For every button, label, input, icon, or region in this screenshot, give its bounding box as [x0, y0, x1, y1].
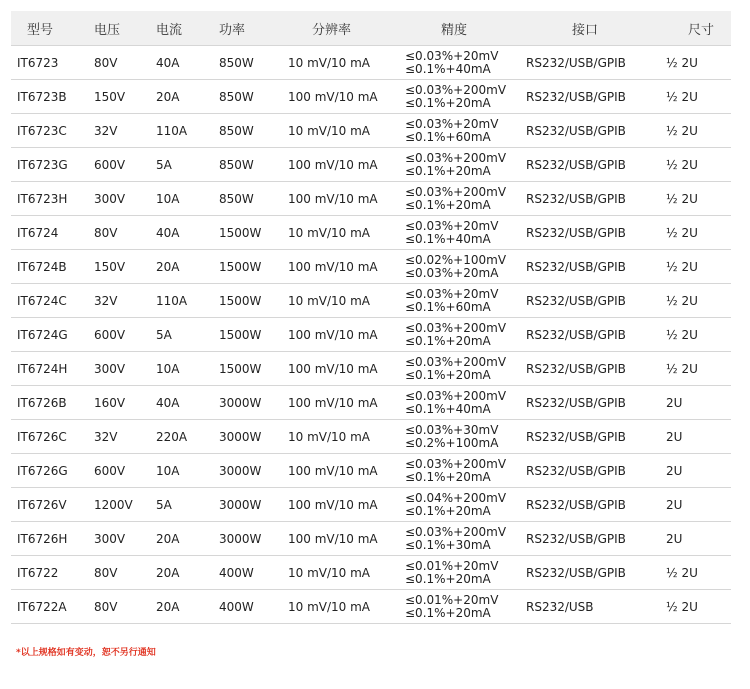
cell-accuracy: [405, 590, 526, 624]
accuracy-voltage: ≤0.04%+200mV: [405, 490, 507, 505]
cell-model: IT6724: [11, 216, 94, 250]
cell-resolution: 100 mV/10 mA: [288, 250, 405, 284]
cell-resolution: 100 mV/10 mA: [288, 488, 405, 522]
cell-model: IT6723G: [11, 148, 94, 182]
cell-power: 3000W: [219, 454, 288, 488]
cell-accuracy: [405, 182, 526, 216]
table-row: [11, 352, 731, 386]
cell-model: IT6726G: [11, 454, 94, 488]
cell-accuracy: [405, 284, 526, 318]
cell-interface: RS232/USB/GPIB: [526, 318, 666, 352]
cell-power: 1500W: [219, 250, 288, 284]
cell-resolution: 10 mV/10 mA: [288, 46, 405, 80]
cell-size: ½ 2U: [666, 556, 731, 590]
cell-accuracy: [405, 556, 526, 590]
table-body: [11, 46, 731, 624]
cell-size: ½ 2U: [666, 46, 731, 80]
cell-size: 2U: [666, 454, 731, 488]
cell-accuracy: [405, 148, 526, 182]
cell-model: IT6723: [11, 46, 94, 80]
cell-resolution: 100 mV/10 mA: [288, 522, 405, 556]
footnote: *以上规格如有变动，恕不另行通知: [16, 648, 156, 658]
cell-model: IT6726V: [11, 488, 94, 522]
cell-voltage: 160V: [94, 386, 156, 420]
accuracy-current: ≤0.1%+20mA: [405, 605, 491, 620]
accuracy-voltage: ≤0.03%+200mV: [405, 354, 507, 369]
cell-size: ½ 2U: [666, 114, 731, 148]
cell-current: 5A: [156, 318, 219, 352]
cell-size: ½ 2U: [666, 182, 731, 216]
cell-power: 3000W: [219, 522, 288, 556]
header-accuracy: 精度: [405, 11, 526, 46]
cell-power: 850W: [219, 80, 288, 114]
cell-model: IT6723H: [11, 182, 94, 216]
cell-voltage: 600V: [94, 148, 156, 182]
accuracy-current: ≤0.1%+20mA: [405, 469, 491, 484]
accuracy-voltage: ≤0.03%+200mV: [405, 456, 507, 471]
cell-resolution: 100 mV/10 mA: [288, 148, 405, 182]
cell-accuracy: [405, 352, 526, 386]
table-row: [11, 148, 731, 182]
accuracy-current: ≤0.2%+100mA: [405, 435, 499, 450]
accuracy-current: ≤0.1%+40mA: [405, 61, 491, 76]
cell-interface: RS232/USB/GPIB: [526, 114, 666, 148]
cell-voltage: 32V: [94, 420, 156, 454]
table-row: [11, 182, 731, 216]
table-row: [11, 556, 731, 590]
cell-current: 10A: [156, 454, 219, 488]
accuracy-voltage: ≤0.03%+200mV: [405, 524, 507, 539]
cell-size: 2U: [666, 386, 731, 420]
cell-resolution: 10 mV/10 mA: [288, 216, 405, 250]
cell-accuracy: [405, 522, 526, 556]
cell-current: 40A: [156, 216, 219, 250]
cell-model: IT6724H: [11, 352, 94, 386]
cell-power: 850W: [219, 114, 288, 148]
table-row: [11, 80, 731, 114]
cell-accuracy: [405, 80, 526, 114]
table-row: [11, 590, 731, 624]
accuracy-voltage: ≤0.03%+200mV: [405, 184, 507, 199]
accuracy-current: ≤0.1%+20mA: [405, 367, 491, 382]
cell-power: 850W: [219, 182, 288, 216]
cell-interface: RS232/USB/GPIB: [526, 216, 666, 250]
cell-model: IT6722A: [11, 590, 94, 624]
cell-model: IT6723B: [11, 80, 94, 114]
table-row: [11, 216, 731, 250]
cell-current: 110A: [156, 284, 219, 318]
cell-resolution: 10 mV/10 mA: [288, 556, 405, 590]
cell-size: ½ 2U: [666, 318, 731, 352]
table-row: [11, 522, 731, 556]
accuracy-current: ≤0.03%+20mA: [405, 265, 499, 280]
cell-resolution: 100 mV/10 mA: [288, 386, 405, 420]
cell-resolution: 100 mV/10 mA: [288, 318, 405, 352]
cell-voltage: 600V: [94, 318, 156, 352]
accuracy-current: ≤0.1%+20mA: [405, 95, 491, 110]
accuracy-voltage: ≤0.03%+200mV: [405, 388, 507, 403]
cell-resolution: 10 mV/10 mA: [288, 114, 405, 148]
spec-table: [11, 11, 731, 624]
cell-model: IT6726B: [11, 386, 94, 420]
cell-power: 1500W: [219, 216, 288, 250]
cell-accuracy: [405, 114, 526, 148]
cell-model: IT6726H: [11, 522, 94, 556]
accuracy-voltage: ≤0.02%+100mV: [405, 252, 507, 267]
accuracy-voltage: ≤0.03%+20mV: [405, 116, 499, 131]
cell-size: 2U: [666, 522, 731, 556]
header-power: 功率: [219, 11, 288, 46]
accuracy-voltage: ≤0.03%+30mV: [405, 422, 499, 437]
cell-voltage: 600V: [94, 454, 156, 488]
cell-size: ½ 2U: [666, 284, 731, 318]
cell-voltage: 32V: [94, 114, 156, 148]
cell-current: 220A: [156, 420, 219, 454]
cell-resolution: 100 mV/10 mA: [288, 454, 405, 488]
cell-power: 3000W: [219, 386, 288, 420]
cell-current: 5A: [156, 148, 219, 182]
accuracy-current: ≤0.1%+40mA: [405, 231, 491, 246]
cell-voltage: 80V: [94, 216, 156, 250]
accuracy-voltage: ≤0.03%+200mV: [405, 150, 507, 165]
table-row: [11, 46, 731, 80]
accuracy-current: ≤0.1%+40mA: [405, 401, 491, 416]
cell-power: 1500W: [219, 284, 288, 318]
cell-interface: RS232/USB/GPIB: [526, 284, 666, 318]
cell-model: IT6726C: [11, 420, 94, 454]
cell-interface: RS232/USB/GPIB: [526, 80, 666, 114]
header-resolution: 分辨率: [288, 11, 405, 46]
cell-power: 3000W: [219, 420, 288, 454]
cell-size: ½ 2U: [666, 216, 731, 250]
cell-interface: RS232/USB/GPIB: [526, 250, 666, 284]
accuracy-current: ≤0.1%+20mA: [405, 197, 491, 212]
accuracy-current: ≤0.1%+60mA: [405, 129, 491, 144]
spec-table-wrapper: [11, 11, 731, 624]
accuracy-voltage: ≤0.03%+200mV: [405, 82, 507, 97]
cell-model: IT6724G: [11, 318, 94, 352]
accuracy-voltage: ≤0.01%+20mV: [405, 558, 499, 573]
cell-current: 20A: [156, 250, 219, 284]
cell-interface: RS232/USB: [526, 590, 666, 624]
cell-size: 2U: [666, 420, 731, 454]
cell-interface: RS232/USB/GPIB: [526, 488, 666, 522]
cell-accuracy: [405, 250, 526, 284]
cell-model: IT6724C: [11, 284, 94, 318]
accuracy-voltage: ≤0.03%+200mV: [405, 320, 507, 335]
table-row: [11, 250, 731, 284]
cell-voltage: 32V: [94, 284, 156, 318]
cell-interface: RS232/USB/GPIB: [526, 454, 666, 488]
header-voltage: 电压: [94, 11, 156, 46]
accuracy-current: ≤0.1%+20mA: [405, 503, 491, 518]
accuracy-current: ≤0.1%+20mA: [405, 333, 491, 348]
cell-voltage: 150V: [94, 80, 156, 114]
accuracy-voltage: ≤0.03%+20mV: [405, 286, 499, 301]
cell-current: 20A: [156, 80, 219, 114]
cell-resolution: 100 mV/10 mA: [288, 80, 405, 114]
accuracy-current: ≤0.1%+60mA: [405, 299, 491, 314]
accuracy-voltage: ≤0.01%+20mV: [405, 592, 499, 607]
table-row: [11, 420, 731, 454]
cell-voltage: 80V: [94, 590, 156, 624]
table-header: [11, 11, 731, 46]
cell-voltage: 300V: [94, 182, 156, 216]
cell-voltage: 300V: [94, 522, 156, 556]
cell-voltage: 1200V: [94, 488, 156, 522]
cell-resolution: 100 mV/10 mA: [288, 352, 405, 386]
cell-interface: RS232/USB/GPIB: [526, 352, 666, 386]
cell-current: 10A: [156, 352, 219, 386]
cell-current: 40A: [156, 46, 219, 80]
cell-voltage: 80V: [94, 46, 156, 80]
cell-size: ½ 2U: [666, 148, 731, 182]
cell-power: 850W: [219, 148, 288, 182]
cell-power: 850W: [219, 46, 288, 80]
cell-power: 1500W: [219, 352, 288, 386]
cell-resolution: 10 mV/10 mA: [288, 590, 405, 624]
cell-size: ½ 2U: [666, 590, 731, 624]
table-row: [11, 318, 731, 352]
cell-voltage: 80V: [94, 556, 156, 590]
cell-power: 3000W: [219, 488, 288, 522]
cell-voltage: 150V: [94, 250, 156, 284]
cell-resolution: 100 mV/10 mA: [288, 182, 405, 216]
cell-accuracy: [405, 46, 526, 80]
cell-interface: RS232/USB/GPIB: [526, 46, 666, 80]
cell-resolution: 10 mV/10 mA: [288, 420, 405, 454]
accuracy-current: ≤0.1%+20mA: [405, 571, 491, 586]
cell-resolution: 10 mV/10 mA: [288, 284, 405, 318]
cell-accuracy: [405, 216, 526, 250]
cell-current: 20A: [156, 590, 219, 624]
cell-current: 20A: [156, 522, 219, 556]
table-row: [11, 284, 731, 318]
table-row: [11, 488, 731, 522]
cell-interface: RS232/USB/GPIB: [526, 386, 666, 420]
cell-accuracy: [405, 318, 526, 352]
cell-model: IT6723C: [11, 114, 94, 148]
cell-interface: RS232/USB/GPIB: [526, 556, 666, 590]
cell-model: IT6724B: [11, 250, 94, 284]
cell-current: 110A: [156, 114, 219, 148]
cell-power: 400W: [219, 590, 288, 624]
cell-model: IT6722: [11, 556, 94, 590]
cell-interface: RS232/USB/GPIB: [526, 182, 666, 216]
cell-size: ½ 2U: [666, 352, 731, 386]
header-interface: 接口: [526, 11, 666, 46]
cell-interface: RS232/USB/GPIB: [526, 420, 666, 454]
cell-current: 20A: [156, 556, 219, 590]
cell-current: 5A: [156, 488, 219, 522]
cell-accuracy: [405, 420, 526, 454]
accuracy-current: ≤0.1%+30mA: [405, 537, 491, 552]
cell-size: 2U: [666, 488, 731, 522]
table-row: [11, 386, 731, 420]
cell-size: ½ 2U: [666, 80, 731, 114]
header-current: 电流: [156, 11, 219, 46]
cell-size: ½ 2U: [666, 250, 731, 284]
accuracy-voltage: ≤0.03%+20mV: [405, 48, 499, 63]
cell-power: 1500W: [219, 318, 288, 352]
table-row: [11, 114, 731, 148]
accuracy-voltage: ≤0.03%+20mV: [405, 218, 499, 233]
cell-interface: RS232/USB/GPIB: [526, 148, 666, 182]
accuracy-current: ≤0.1%+20mA: [405, 163, 491, 178]
cell-accuracy: [405, 488, 526, 522]
cell-interface: RS232/USB/GPIB: [526, 522, 666, 556]
header-row: [11, 11, 731, 46]
header-size: 尺寸: [666, 11, 731, 46]
cell-accuracy: [405, 386, 526, 420]
cell-accuracy: [405, 454, 526, 488]
cell-power: 400W: [219, 556, 288, 590]
table-row: [11, 454, 731, 488]
cell-voltage: 300V: [94, 352, 156, 386]
header-model: 型号: [11, 11, 94, 46]
cell-current: 40A: [156, 386, 219, 420]
cell-current: 10A: [156, 182, 219, 216]
